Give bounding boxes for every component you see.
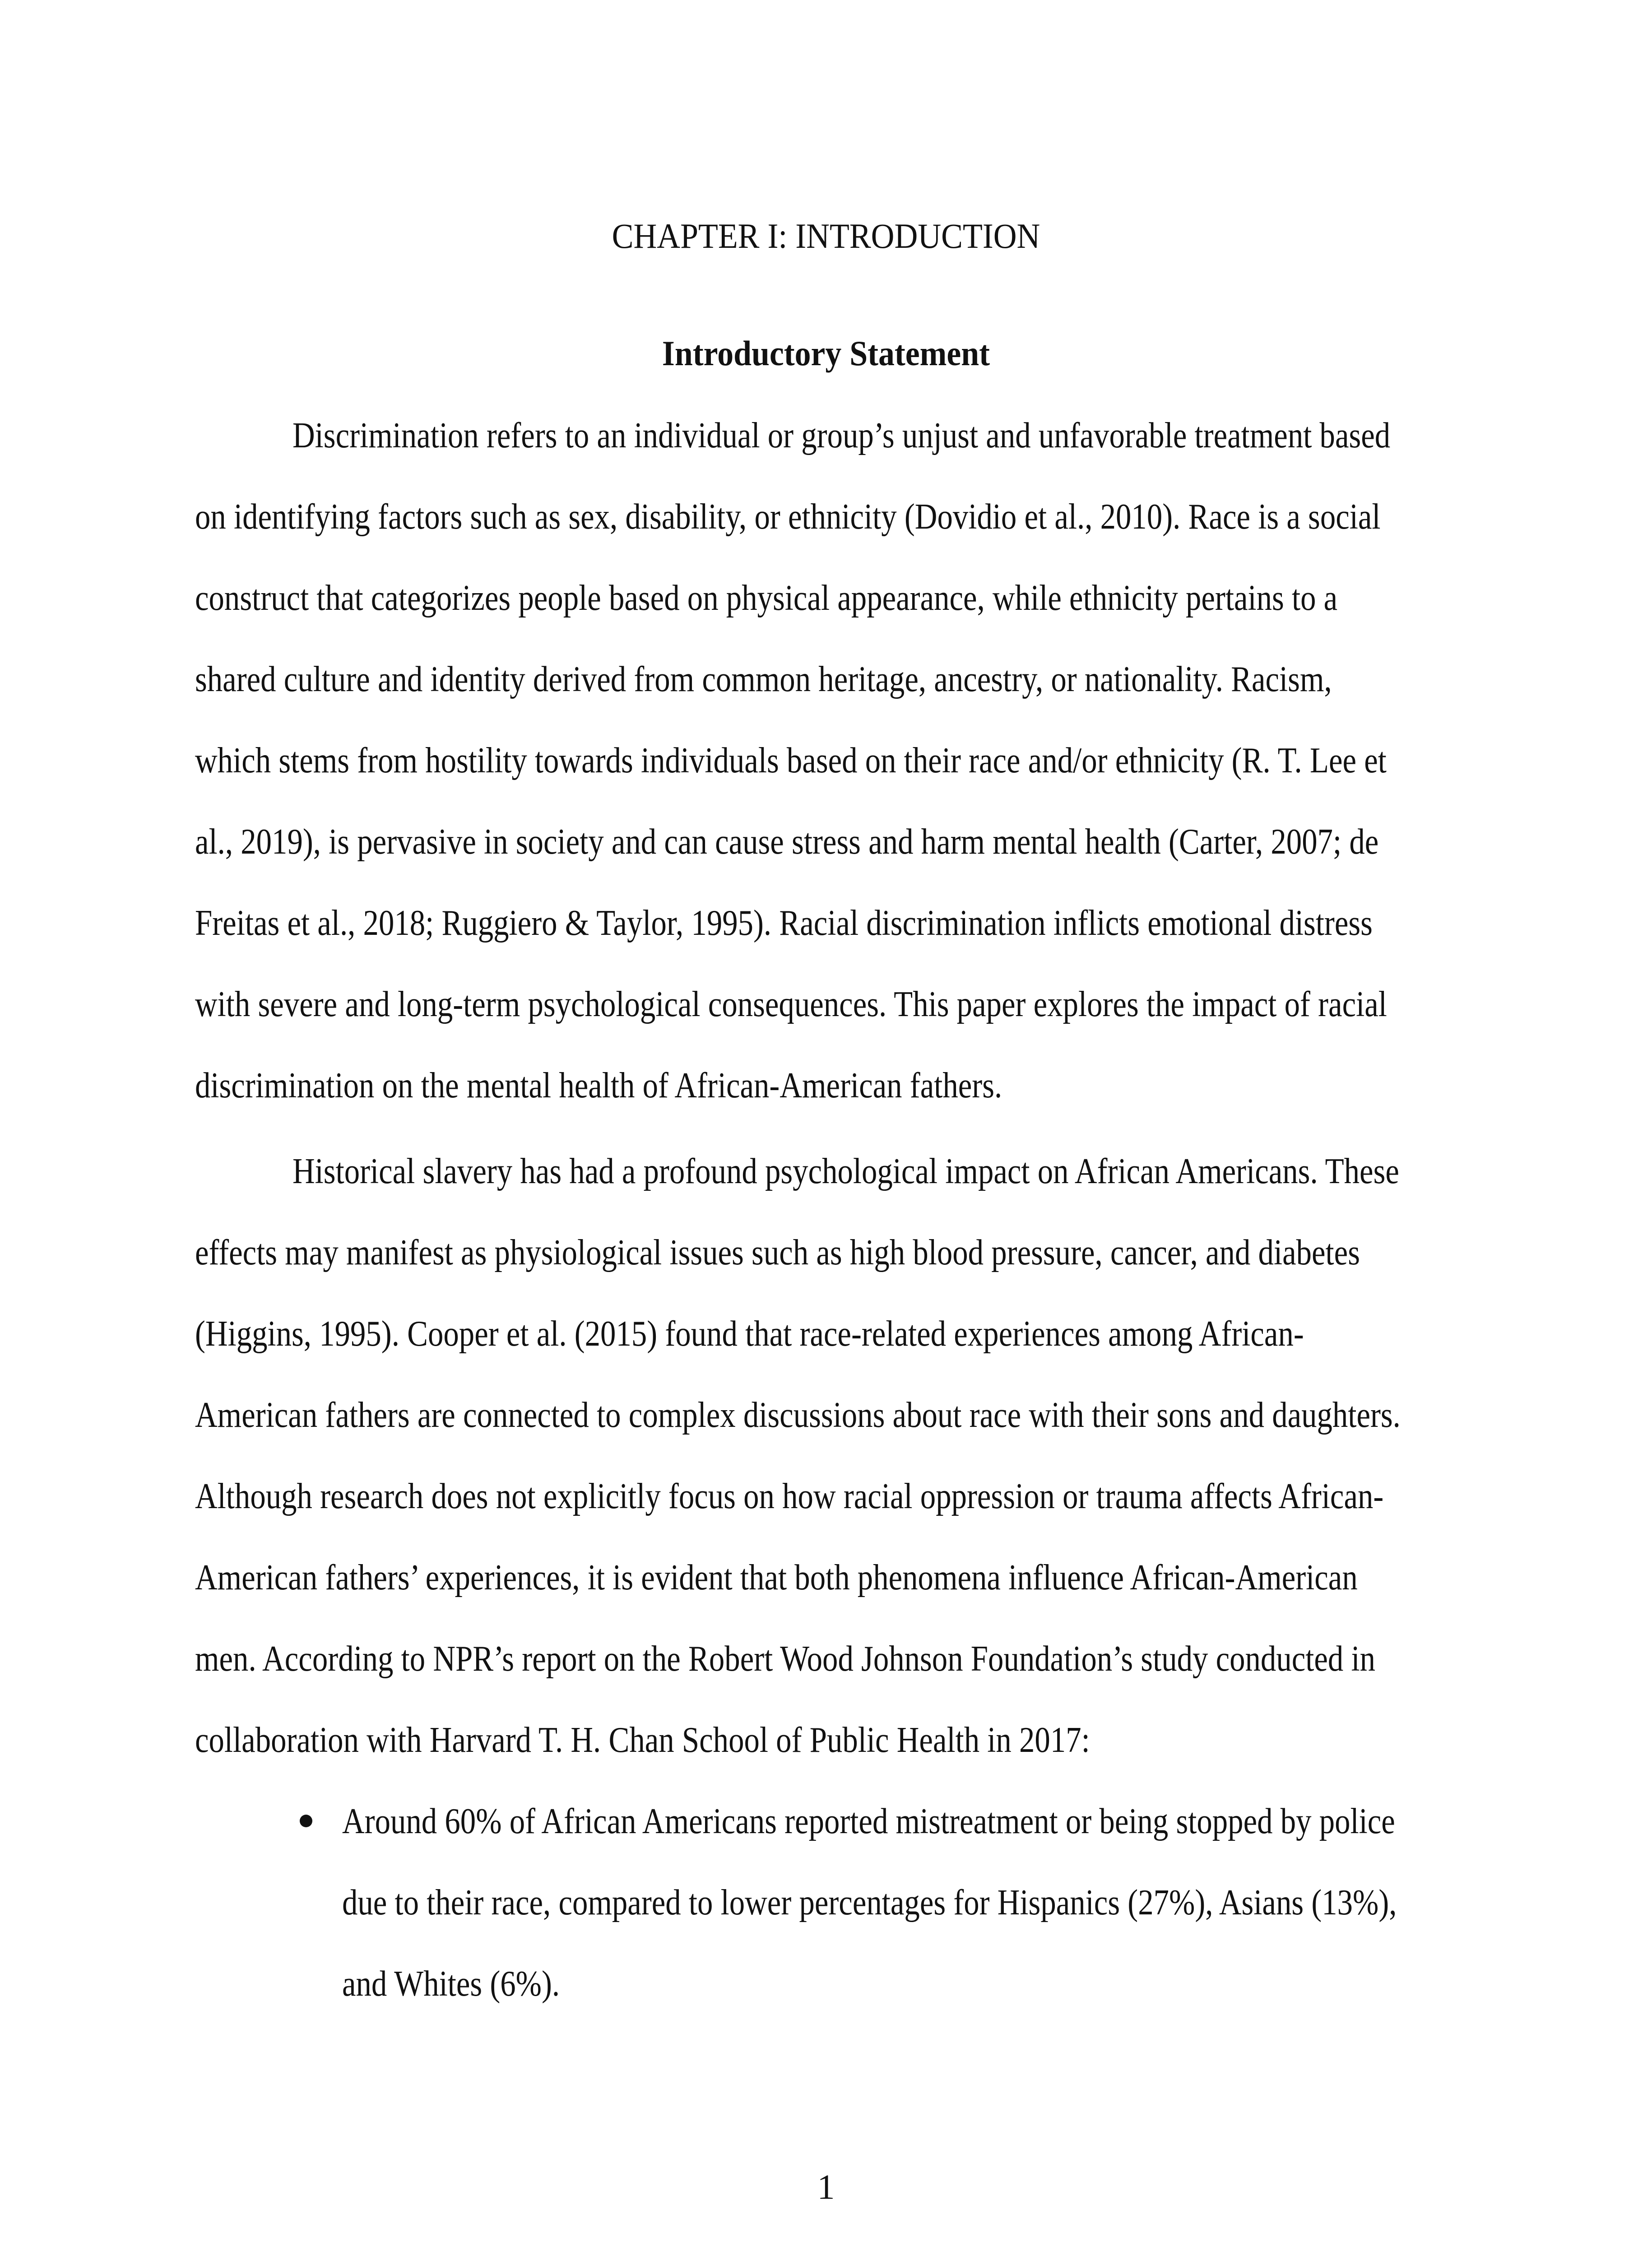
bullet-item-line: due to their race, compared to lower percentages for Hispanics (27%), Asians (13%),: [342, 1883, 1397, 1923]
paragraph-line: American fathers’ experiences, it is evident that both phenomena influence African-American: [195, 1558, 1358, 1598]
page-number: 1: [817, 2167, 835, 2206]
chapter-title: CHAPTER I: INTRODUCTION: [612, 216, 1040, 255]
bullet-icon: [300, 1815, 312, 1827]
paragraph-line: Historical slavery has had a profound psychological impact on African Americans. These: [292, 1152, 1399, 1191]
paragraph-line: on identifying factors such as sex, disability, or ethnicity (Dovidio et al., 2010). Race is a social: [195, 497, 1381, 537]
paragraph-line: men. According to NPR’s report on the Robert Wood Johnson Foundation’s study conducted in: [195, 1639, 1376, 1679]
bullet-item-line: Around 60% of African Americans reported mistreatment or being stopped by police: [342, 1802, 1395, 1841]
paragraph-line: which stems from hostility towards individuals based on their race and/or ethnicity (R. T. Lee et: [195, 741, 1387, 780]
paragraph-line: Although research does not explicitly focus on how racial oppression or trauma affects African-: [195, 1477, 1384, 1516]
paragraph-line: with severe and long-term psychological consequences. This paper explores the impact of racial: [195, 985, 1387, 1024]
paragraph-line: collaboration with Harvard T. H. Chan School of Public Health in 2017:: [195, 1720, 1090, 1760]
paragraph-line: discrimination on the mental health of African-American fathers.: [195, 1066, 1002, 1105]
bullet-item-line: and Whites (6%).: [342, 1964, 560, 2004]
paragraph-line: (Higgins, 1995). Cooper et al. (2015) found that race-related experiences among African-: [195, 1314, 1304, 1354]
paragraph-line: effects may manifest as physiological issues such as high blood pressure, cancer, and diabetes: [195, 1233, 1360, 1272]
paragraph-line: American fathers are connected to complex discussions about race with their sons and daughters.: [195, 1395, 1401, 1435]
paragraph-line: Freitas et al., 2018; Ruggiero & Taylor, 1995). Racial discrimination inflicts emotional distress: [195, 903, 1373, 943]
paragraph-line: shared culture and identity derived from common heritage, ancestry, or nationality. Racism,: [195, 659, 1332, 699]
paragraph-line: al., 2019), is pervasive in society and can cause stress and harm mental health (Carter, 2007; de: [195, 822, 1379, 862]
paragraph-line: construct that categorizes people based on physical appearance, while ethnicity pertains to a: [195, 578, 1338, 618]
paragraph-line: Discrimination refers to an individual or group’s unjust and unfavorable treatment based: [292, 416, 1391, 455]
section-heading: Introductory Statement: [662, 334, 990, 373]
